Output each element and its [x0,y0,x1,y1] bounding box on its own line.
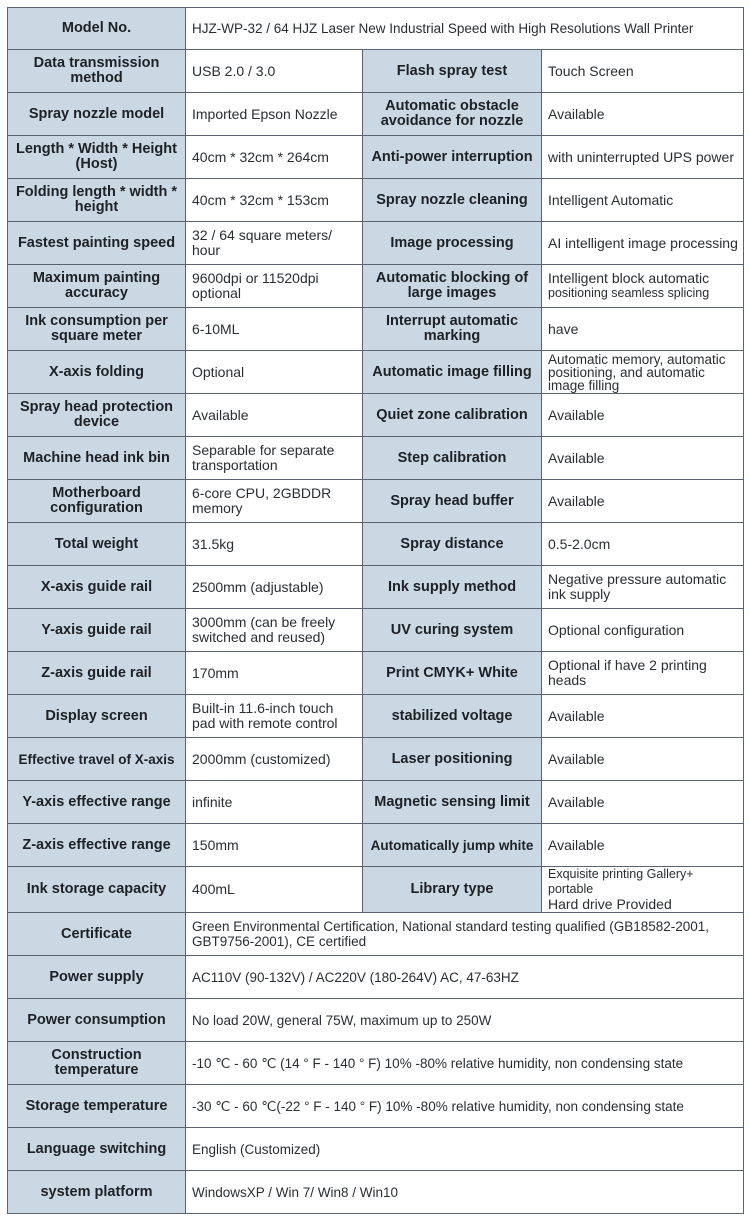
spec-value: Intelligent Automatic [542,179,744,222]
spec-label: Data transmission method [8,50,186,93]
spec-value: Optional if have 2 printing heads [542,652,744,695]
model-no-value: HJZ-WP-32 / 64 HJZ Laser New Industrial Speed with High Resolutions Wall Printer [186,8,744,50]
table-row [8,566,744,609]
spec-label: Motherboard configuration [8,480,186,523]
table-row [8,437,744,480]
spec-label: Spray nozzle cleaning [363,179,542,222]
spec-value: AI intelligent image processing [542,222,744,265]
spec-label: Certificate [8,913,186,956]
spec-value: have [542,308,744,351]
spec-label: Automatically jump white [363,824,542,867]
spec-value: with uninterrupted UPS power [542,136,744,179]
spec-value [542,867,744,913]
spec-label: system platform [8,1171,186,1214]
spec-value: Available [542,781,744,824]
spec-value: 400mL [186,867,363,913]
spec-value: Available [542,437,744,480]
spec-value: 2500mm (adjustable) [186,566,363,609]
spec-value: Green Environmental Certification, National standard testing qualified (GB18582-2001, GBT9756-2001), CE certified [186,913,744,956]
spec-value-line: positioning seamless splicing [548,286,710,300]
table-row [8,956,744,999]
spec-label: Total weight [8,523,186,566]
table-row [8,652,744,695]
spec-label: Storage temperature [8,1085,186,1128]
spec-value: -30 ℃ - 60 ℃(-22 ° F - 140 ° F) 10% -80% relative humidity, non condensing state [186,1085,744,1128]
spec-value: Optional configuration [542,609,744,652]
table-row [8,523,744,566]
table-row [8,265,744,308]
spec-label: Z-axis guide rail [8,652,186,695]
table-row [8,867,744,913]
spec-value: Imported Epson Nozzle [186,93,363,136]
table-row [8,308,744,351]
spec-value: 9600dpi or 11520dpi optional [186,265,363,308]
table-row [8,1128,744,1171]
spec-label: Library type [363,867,542,913]
spec-label: Ink storage capacity [8,867,186,913]
spec-label: X-axis guide rail [8,566,186,609]
spec-value: 170mm [186,652,363,695]
table-row [8,480,744,523]
table-row [8,738,744,781]
spec-label: stabilized voltage [363,695,542,738]
table-row [8,8,744,50]
spec-label: Folding length * width * height [8,179,186,222]
spec-label: Magnetic sensing limit [363,781,542,824]
spec-value: 3000mm (can be freely switched and reused) [186,609,363,652]
table-row [8,913,744,956]
table-row [8,824,744,867]
spec-label: Display screen [8,695,186,738]
spec-label: Construction temperature [8,1042,186,1085]
spec-value-line: Hard drive Provided [548,896,672,912]
spec-value: 0.5-2.0cm [542,523,744,566]
spec-value: Available [186,394,363,437]
spec-label: Image processing [363,222,542,265]
table-row [8,351,744,394]
spec-label: Quiet zone calibration [363,394,542,437]
spec-table [7,7,744,1214]
spec-label: Y-axis effective range [8,781,186,824]
table-row [8,50,744,93]
spec-label: Step calibration [363,437,542,480]
spec-value: English (Customized) [186,1128,744,1171]
model-no-label: Model No. [8,8,186,50]
spec-value: Available [542,93,744,136]
spec-value: Optional [186,351,363,394]
spec-value: 150mm [186,824,363,867]
spec-value: 6-core CPU, 2GBDDR memory [186,480,363,523]
spec-label: Power supply [8,956,186,999]
spec-label: Automatic blocking of large images [363,265,542,308]
spec-value: WindowsXP / Win 7/ Win8 / Win10 [186,1171,744,1214]
spec-value: 32 / 64 square meters/ hour [186,222,363,265]
spec-value: Available [542,394,744,437]
spec-value: Touch Screen [542,50,744,93]
table-row [8,999,744,1042]
spec-value [542,265,744,308]
spec-label: Y-axis guide rail [8,609,186,652]
spec-label: Length * Width * Height (Host) [8,136,186,179]
spec-label: Spray nozzle model [8,93,186,136]
table-row [8,93,744,136]
table-row [8,136,744,179]
spec-value: Available [542,695,744,738]
spec-value: USB 2.0 / 3.0 [186,50,363,93]
spec-label: X-axis folding [8,351,186,394]
table-row [8,695,744,738]
spec-value: 6-10ML [186,308,363,351]
spec-label: Automatic obstacle avoidance for nozzle [363,93,542,136]
spec-value: No load 20W, general 75W, maximum up to 250W [186,999,744,1042]
spec-label: Print CMYK+ White [363,652,542,695]
spec-label: Effective travel of X-axis [8,738,186,781]
table-row [8,1085,744,1128]
spec-value: Available [542,824,744,867]
spec-label: Flash spray test [363,50,542,93]
spec-value: infinite [186,781,363,824]
spec-value: Automatic memory, automatic positioning, and automatic image filling [542,351,744,394]
spec-label: Interrupt automatic marking [363,308,542,351]
spec-label: Spray head protection device [8,394,186,437]
spec-label: UV curing system [363,609,542,652]
spec-value-line: Exquisite printing Gallery+ portable [548,867,694,896]
spec-label: Machine head ink bin [8,437,186,480]
spec-label: Laser positioning [363,738,542,781]
spec-label: Power consumption [8,999,186,1042]
spec-value: Negative pressure automatic ink supply [542,566,744,609]
spec-value: 40cm * 32cm * 153cm [186,179,363,222]
spec-label: Ink consumption per square meter [8,308,186,351]
spec-label: Ink supply method [363,566,542,609]
spec-label: Spray head buffer [363,480,542,523]
spec-label: Maximum painting accuracy [8,265,186,308]
spec-value: Built-in 11.6-inch touch pad with remote control [186,695,363,738]
spec-label: Automatic image filling [363,351,542,394]
spec-value: 31.5kg [186,523,363,566]
spec-value: Available [542,480,744,523]
table-row [8,1171,744,1214]
table-row [8,394,744,437]
spec-value: Separable for separate transportation [186,437,363,480]
spec-label: Fastest painting speed [8,222,186,265]
table-row [8,222,744,265]
table-row [8,179,744,222]
spec-value: 40cm * 32cm * 264cm [186,136,363,179]
spec-value-line: Intelligent block automatic [548,270,710,286]
spec-value: -10 ℃ - 60 ℃ (14 ° F - 140 ° F) 10% -80% relative humidity, non condensing state [186,1042,744,1085]
spec-value: 2000mm (customized) [186,738,363,781]
table-row [8,1042,744,1085]
spec-value: AC110V (90-132V) / AC220V (180-264V) AC, 47-63HZ [186,956,744,999]
table-row [8,609,744,652]
spec-value: Available [542,738,744,781]
table-row [8,781,744,824]
spec-label: Language switching [8,1128,186,1171]
spec-label: Anti-power interruption [363,136,542,179]
spec-label: Spray distance [363,523,542,566]
spec-label: Z-axis effective range [8,824,186,867]
